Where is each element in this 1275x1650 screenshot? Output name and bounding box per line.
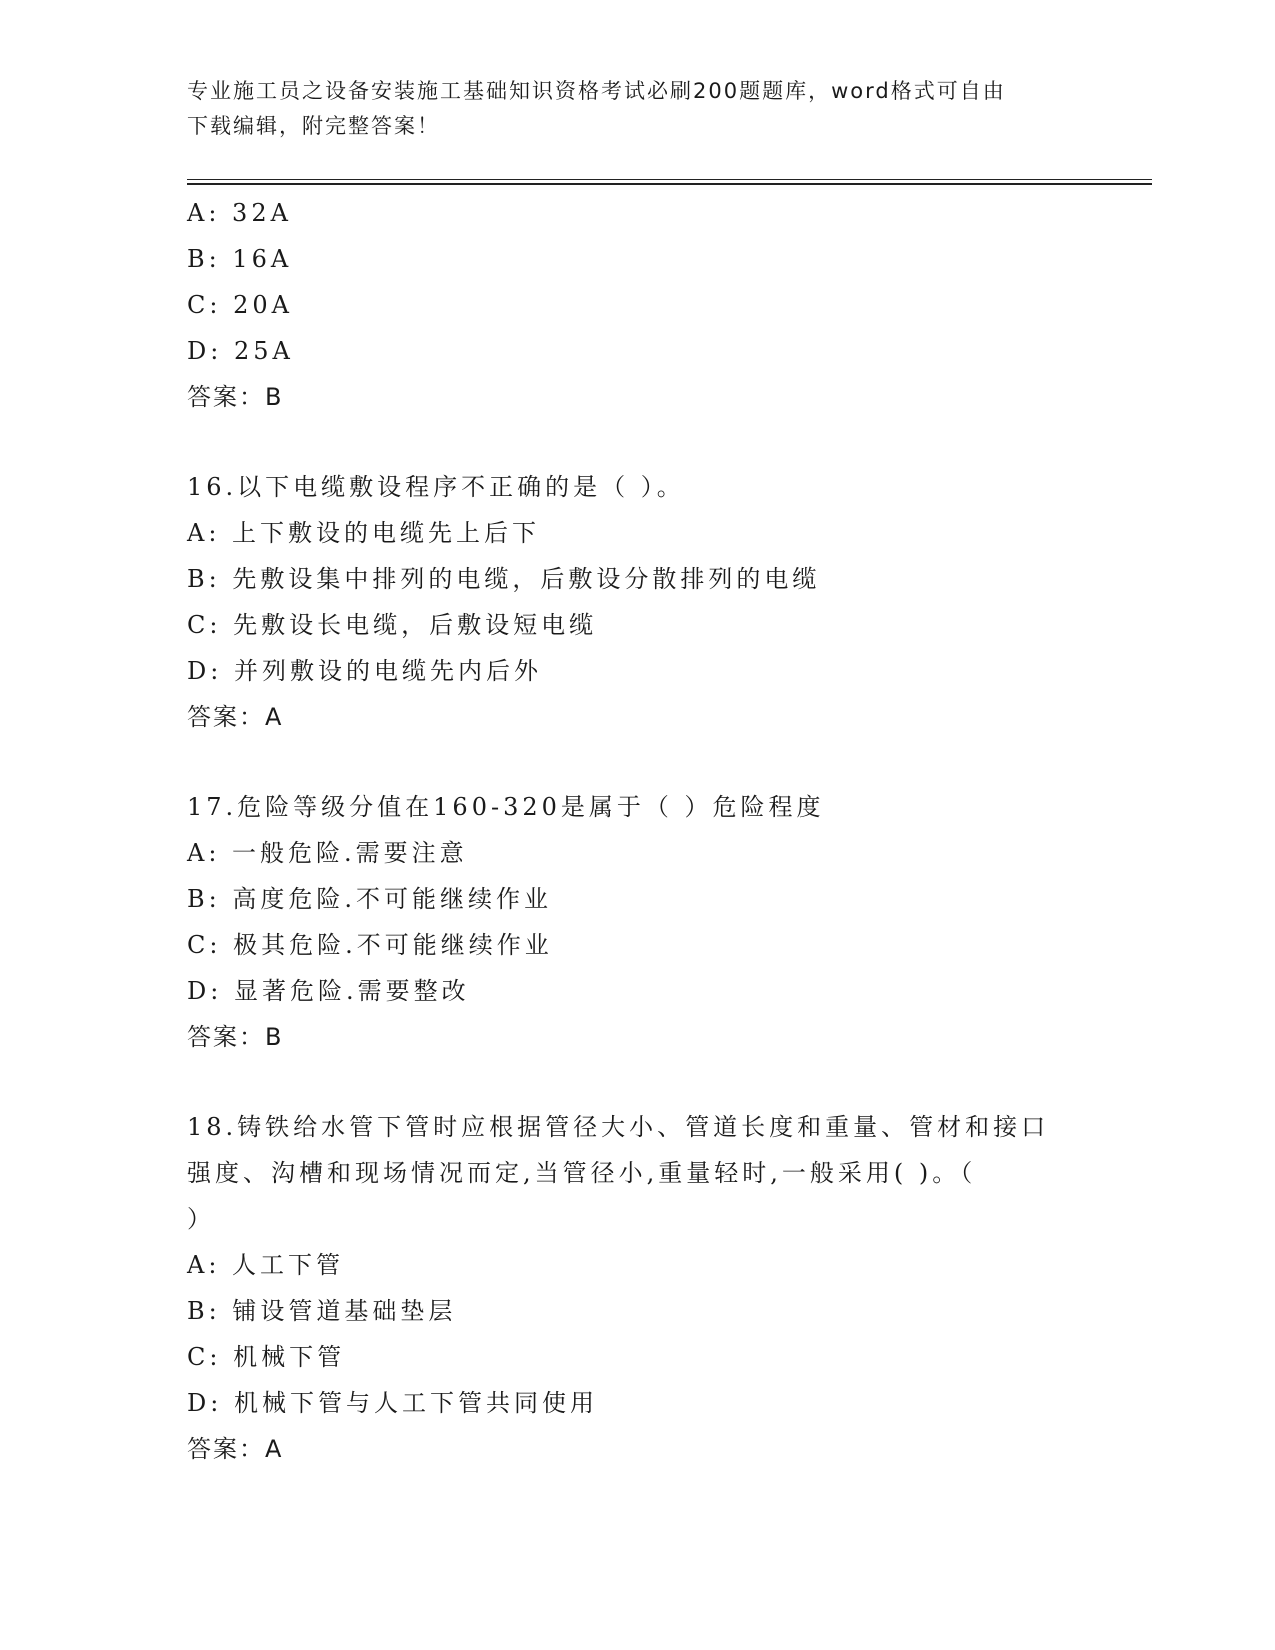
option-b: B: 16A	[187, 245, 293, 273]
question-stem: 17.危险等级分值在160-320是属于（ ）危险程度	[187, 793, 825, 821]
header-line-2: 下载编辑，附完整答案！	[187, 114, 440, 138]
question-stem: 16.以下电缆敷设程序不正确的是（ ）。	[187, 473, 685, 501]
option-b: B: 高度危险.不可能继续作业	[187, 885, 552, 913]
header-divider-thin	[187, 179, 1152, 180]
question-18	[187, 1104, 1117, 1472]
question-list	[187, 190, 1117, 1472]
option-a: A: 上下敷设的电缆先上后下	[187, 519, 541, 547]
answer-label: 答案：A	[187, 1435, 284, 1463]
option-d: D: 25A	[187, 337, 294, 365]
question-stem-line-1: 18.铸铁给水管下管时应根据管径大小、管道长度和重量、管材和接口	[187, 1113, 1050, 1141]
option-d: D: 并列敷设的电缆先内后外	[187, 657, 542, 685]
question-stem-line-2: 强度、沟槽和现场情况而定,当管径小,重量轻时,一般采用( )。（	[187, 1159, 977, 1187]
question-16	[187, 464, 1117, 740]
option-a: A: 一般危险.需要注意	[187, 839, 468, 867]
option-b: B: 先敷设集中排列的电缆，后敷设分散排列的电缆	[187, 565, 821, 593]
option-b: B: 铺设管道基础垫层	[187, 1297, 457, 1325]
option-a: A: 32A	[187, 199, 292, 227]
answer-label: 答案：B	[187, 383, 284, 411]
question-17	[187, 784, 1117, 1060]
header-divider-thick	[187, 183, 1152, 185]
question-stem-line-3: ）	[187, 1205, 215, 1233]
question-15-options	[187, 190, 1117, 420]
document-header	[187, 74, 1067, 144]
option-d: D: 显著危险.需要整改	[187, 977, 470, 1005]
option-a: A: 人工下管	[187, 1251, 345, 1279]
option-c: C: 先敷设长电缆，后敷设短电缆	[187, 611, 598, 639]
option-c: C: 机械下管	[187, 1343, 346, 1371]
option-c: C: 20A	[187, 291, 293, 319]
answer-label: 答案：A	[187, 703, 284, 731]
option-c: C: 极其危险.不可能继续作业	[187, 931, 553, 959]
header-line-1: 专业施工员之设备安装施工基础知识资格考试必刷200题题库，word格式可自由	[187, 79, 1006, 103]
answer-label: 答案：B	[187, 1023, 284, 1051]
option-d: D: 机械下管与人工下管共同使用	[187, 1389, 598, 1417]
